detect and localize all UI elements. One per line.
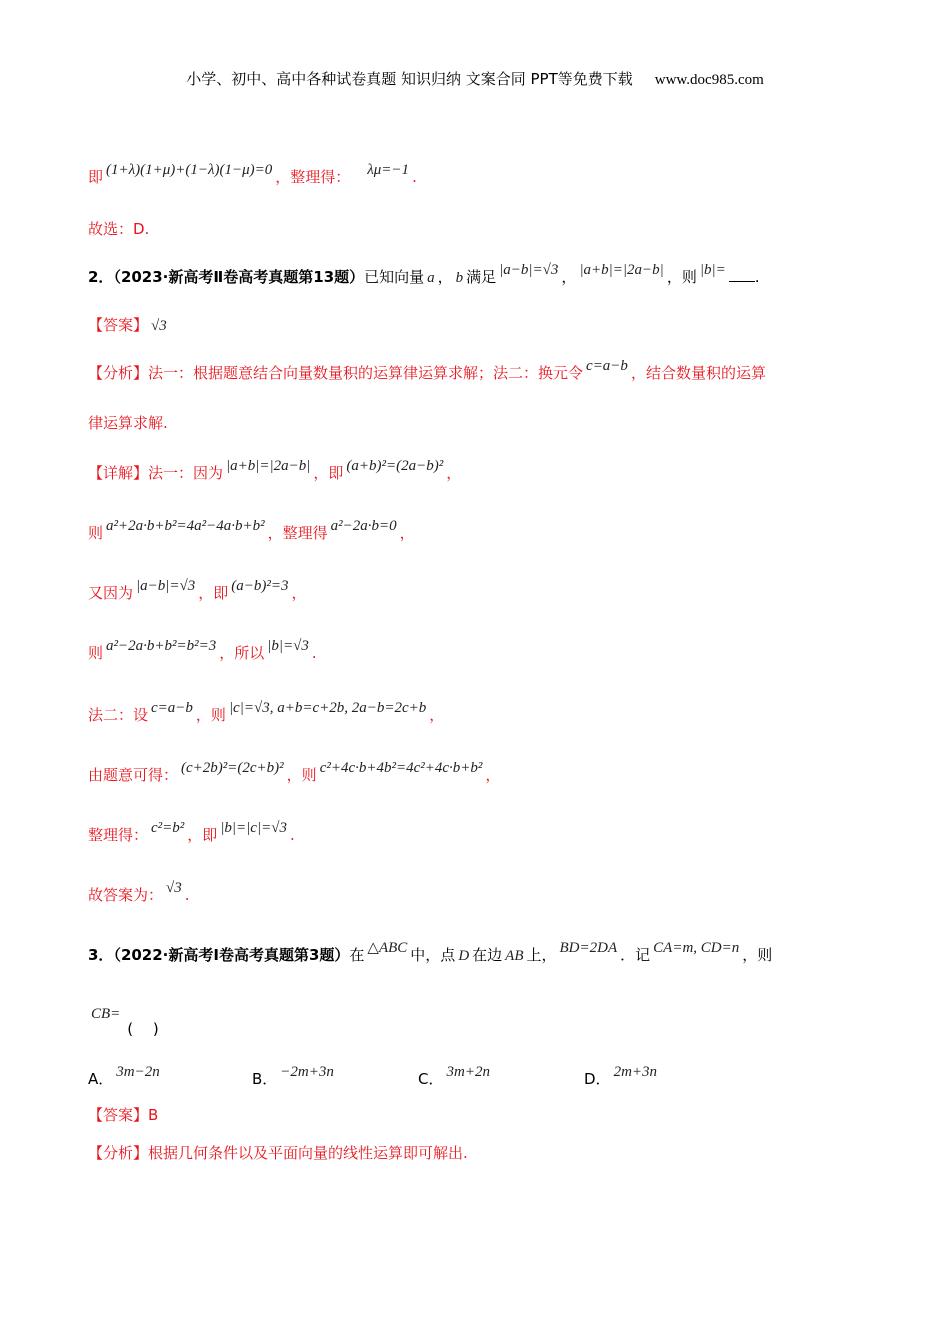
math-expr: AB xyxy=(505,948,524,964)
text: 又因为 xyxy=(88,584,134,602)
text: ，即 xyxy=(313,464,344,482)
answer-value: B xyxy=(148,1106,159,1124)
text: ， xyxy=(437,268,453,286)
question-number: 3． xyxy=(88,946,114,964)
math-expr: |b|= xyxy=(699,262,726,278)
math-expr: D xyxy=(458,948,470,964)
detail-line-5 xyxy=(88,700,445,727)
detail-line-2 xyxy=(88,518,415,545)
text: 则 xyxy=(88,644,104,662)
detail-line-3 xyxy=(88,578,307,605)
text: 上， xyxy=(526,946,557,964)
text: ，结合数量积的运算 xyxy=(630,364,766,382)
math-expr: a xyxy=(427,270,435,286)
text: 由题意可得： xyxy=(88,766,179,784)
math-expr: a²−2a·b+b²=b²=3 xyxy=(106,638,217,654)
question-3 xyxy=(88,940,773,967)
math-expr: 3m+2n xyxy=(446,1064,490,1080)
math-expr: 3m−2n xyxy=(116,1064,160,1080)
detail-line-4 xyxy=(88,638,317,665)
question-source: （2023·新高考Ⅱ卷高考真题第13题） xyxy=(113,268,365,286)
text: . xyxy=(311,644,317,662)
option-c xyxy=(418,1064,493,1089)
text: ，即 xyxy=(198,584,229,602)
analysis-label: 【分析】 xyxy=(88,364,149,382)
detail-line-6 xyxy=(88,760,501,787)
text: 满足 xyxy=(466,268,497,286)
math-expr: −2m+3n xyxy=(280,1064,334,1080)
solution-line-1 xyxy=(88,162,417,189)
math-expr: c²=b² xyxy=(151,820,185,836)
page-header xyxy=(0,68,950,89)
math-expr: c=a−b xyxy=(586,358,628,374)
text: ， xyxy=(446,464,462,482)
answer-blank xyxy=(729,267,755,282)
q3-analysis-line xyxy=(88,1142,468,1164)
math-expr: |a+b|=|2a−b| xyxy=(579,262,664,278)
option-label: A． xyxy=(88,1070,114,1088)
math-expr: (a−b)²=3 xyxy=(231,578,289,594)
text: ， xyxy=(485,766,501,784)
math-expr: √3 xyxy=(166,880,182,896)
math-expr: λμ=−1 xyxy=(367,162,410,178)
text: ， xyxy=(399,524,415,542)
math-expr: CB= xyxy=(91,1006,121,1022)
q3-answer-line xyxy=(88,1104,158,1126)
math-expr: b xyxy=(455,270,464,286)
text: . xyxy=(754,268,760,286)
analysis-line-2: 律运算求解. xyxy=(88,414,168,432)
text: ，即 xyxy=(187,826,218,844)
answer-label: 【答案】 xyxy=(88,316,149,334)
option-label: C． xyxy=(418,1070,444,1088)
text: 法一：因为 xyxy=(148,464,224,482)
text: ， xyxy=(291,584,307,602)
text: 根据几何条件以及平面向量的线性运算即可解出. xyxy=(148,1144,468,1162)
answer-label: 【答案】 xyxy=(88,1106,149,1124)
math-expr: |b|=√3 xyxy=(267,638,309,654)
text: ，所以 xyxy=(219,644,265,662)
option-b xyxy=(252,1064,337,1089)
text: ， xyxy=(429,706,445,724)
math-expr: |c|=√3, a+b=c+2b, 2a−b=2c+b xyxy=(228,700,427,716)
text: 故答案为： xyxy=(88,886,164,904)
answer-paren: ( ) xyxy=(127,1020,159,1038)
analysis-label: 【分析】 xyxy=(88,1144,149,1162)
text: ，则 xyxy=(286,766,317,784)
detail-line-8 xyxy=(88,880,190,907)
math-expr: a²+2a·b+b²=4a²−4a·b+b² xyxy=(106,518,265,534)
solution-line-2: 故选：D. xyxy=(88,220,150,238)
detail-label: 【详解】 xyxy=(88,464,149,482)
header-site: www.doc985.com xyxy=(654,72,764,88)
text: 法二：设 xyxy=(88,706,149,724)
answer-line xyxy=(88,314,170,337)
text: ， xyxy=(561,268,577,286)
math-expr: c=a−b xyxy=(151,700,193,716)
math-expr: △ABC xyxy=(367,940,408,956)
text: . xyxy=(289,826,295,844)
text: 在边 xyxy=(472,946,503,964)
text: 已知向量 xyxy=(364,268,425,286)
text: 整理得： xyxy=(88,826,149,844)
option-label: B． xyxy=(252,1070,278,1088)
text: ，则 xyxy=(742,946,773,964)
math-expr: |b|=|c|=√3 xyxy=(220,820,287,836)
text: 中，点 xyxy=(410,946,456,964)
text: 在 xyxy=(349,946,365,964)
math-expr: a²−2a·b=0 xyxy=(330,518,397,534)
question-2 xyxy=(88,262,760,289)
text: ，则 xyxy=(195,706,226,724)
text: 即 xyxy=(88,168,104,186)
math-expr: √3 xyxy=(151,318,167,334)
option-a xyxy=(88,1064,163,1089)
text: ．记 xyxy=(620,946,651,964)
detail-line-1 xyxy=(88,458,462,485)
math-expr: |a−b|=√3 xyxy=(499,262,559,278)
text: ，则 xyxy=(666,268,697,286)
text: ，整理得 xyxy=(267,524,328,542)
option-label: D． xyxy=(584,1070,611,1088)
math-expr: (1+λ)(1+μ)+(1−λ)(1−μ)=0 xyxy=(106,162,273,178)
math-expr: c²+4c·b+4b²=4c²+4c·b+b² xyxy=(319,760,483,776)
math-expr: BD=2DA xyxy=(559,940,618,956)
text: . xyxy=(184,886,190,904)
question-3-line-2 xyxy=(88,1006,159,1038)
math-expr: CA=m, CD=n xyxy=(653,940,740,956)
question-number: 2． xyxy=(88,268,114,286)
text: 法一：根据题意结合向量数量积的运算律运算求解；法二：换元令 xyxy=(148,364,584,382)
math-expr: |a+b|=|2a−b| xyxy=(226,458,311,474)
text: ，整理得： xyxy=(275,168,351,186)
question-source: （2022·新高考Ⅰ卷高考真题第3题） xyxy=(113,946,350,964)
detail-line-7 xyxy=(88,820,295,847)
header-text: 小学、初中、高中各种试卷真题 知识归纳 文案合同 PPT等免费下载 xyxy=(186,70,633,88)
math-expr: 2m+3n xyxy=(613,1064,658,1080)
math-expr: |a−b|=√3 xyxy=(136,578,196,594)
math-expr: (c+2b)²=(2c+b)² xyxy=(181,760,284,776)
option-d xyxy=(584,1064,660,1089)
math-expr: (a+b)²=(2a−b)² xyxy=(346,458,444,474)
text: . xyxy=(412,168,417,186)
analysis-line-1 xyxy=(88,358,766,385)
text: 则 xyxy=(88,524,104,542)
